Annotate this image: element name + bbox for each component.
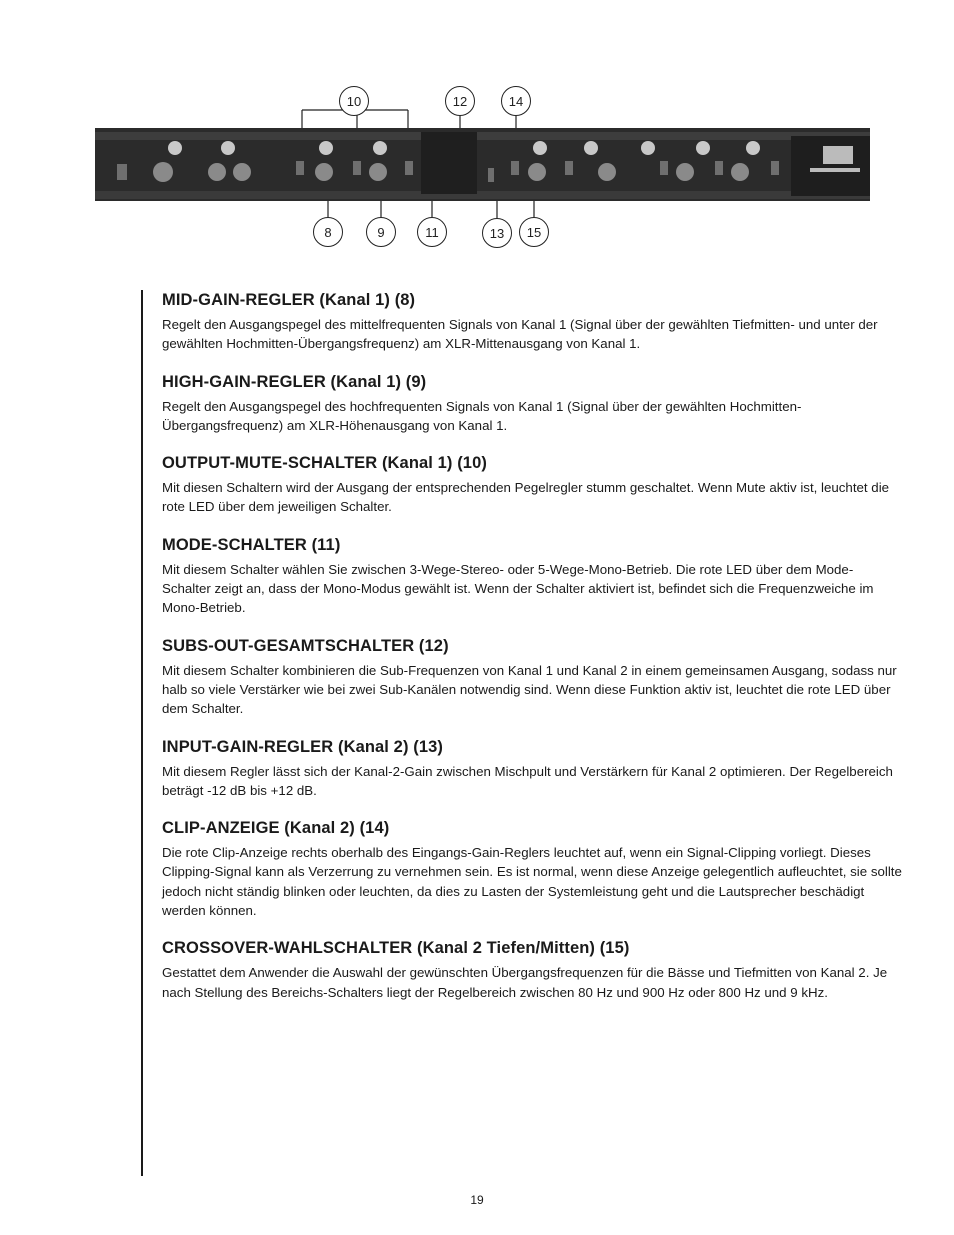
callout-10-label: 10 [346, 94, 362, 109]
device-panel-graphic [95, 128, 870, 201]
callout-15 [519, 217, 549, 247]
section-heading: OUTPUT-MUTE-SCHALTER (Kanal 1) (10) [162, 454, 487, 473]
callout-8 [313, 217, 343, 247]
callout-13 [482, 218, 512, 248]
callout-12-label: 12 [452, 94, 468, 109]
section-heading: CLIP-ANZEIGE (Kanal 2) (14) [162, 819, 390, 838]
callout-8-label: 8 [324, 225, 332, 240]
section-body: Gestattet dem Anwender die Auswahl der gewünschten Übergangsfrequenzen für die Bässe und Tiefmitten von Kanal 2. Je nach Stellung des Bereichs-Schalters liegt der Regelbereich zwischen 80 Hz und 900 Hz oder 800 Hz und 9 kHz. [162, 965, 888, 1000]
section-body: Mit diesem Schalter kombinieren die Sub-Frequenzen von Kanal 1 und Kanal 2 in einem gemeinsamen Ausgang, sodass nur halb so viele Verstärker wie bei zwei Sub-Kanälen notwendig sind. Wenn diese Funktion aktiv ist, leuchtet die rote LED über dem Schalter. [162, 662, 897, 717]
device-panel-image [95, 128, 870, 201]
section-clip-indicator [162, 819, 902, 920]
section-input-gain [162, 738, 902, 801]
callout-15-label: 15 [526, 225, 542, 240]
callout-14 [501, 86, 531, 116]
content-column [162, 291, 902, 1021]
section-heading: MODE-SCHALTER (11) [162, 535, 341, 554]
callout-10 [339, 86, 369, 116]
section-crossover-select [162, 939, 902, 1002]
callout-11 [417, 217, 447, 247]
device-front-panel-diagram [0, 0, 954, 260]
section-heading: HIGH-GAIN-REGLER (Kanal 1) (9) [162, 372, 427, 391]
callout-14-label: 14 [508, 94, 524, 109]
callout-12 [445, 86, 475, 116]
section-body: Regelt den Ausgangspegel des hochfrequenten Signals von Kanal 1 (Signal über der gewählten Hochmitten-Übergangsfrequenz) am XLR-Höhenausgang von Kanal 1. [162, 398, 802, 433]
page-number: 19 [470, 1193, 484, 1207]
section-body: Mit diesen Schaltern wird der Ausgang der entsprechenden Pegelregler stumm geschaltet. Wenn Mute aktiv ist, leuchtet die rote LED über dem jeweiligen Schalter. [162, 480, 890, 515]
callout-11-label: 11 [425, 225, 439, 240]
section-heading: SUBS-OUT-GESAMTSCHALTER (12) [162, 636, 449, 655]
section-output-mute [162, 454, 902, 517]
section-high-gain [162, 373, 902, 436]
section-mode-switch [162, 536, 902, 618]
section-subs-out [162, 637, 902, 719]
section-heading: INPUT-GAIN-REGLER (Kanal 2) (13) [162, 737, 443, 756]
section-body: Regelt den Ausgangspegel des mittelfrequenten Signals von Kanal 1 (Signal über der gewählten Tiefmitten- und unter der gewählten Hochmitten-Übergangsfrequenz) am XLR-Mittenausgang von Kanal 1. [162, 317, 878, 352]
section-mid-gain [162, 291, 902, 354]
section-heading: CROSSOVER-WAHLSCHALTER (Kanal 2 Tiefen/Mitten) (15) [162, 939, 630, 958]
callout-9-label: 9 [377, 225, 385, 240]
section-body: Mit diesem Schalter wählen Sie zwischen 3-Wege-Stereo- oder 5-Wege-Mono-Betrieb. Die rote LED über dem Mode-Schalter zeigt an, dass der Mono-Modus gewählt ist. Wenn der Schalter aktiviert ist, befindet sich die Frequenzweiche im Mono-Betrieb. [162, 561, 874, 616]
left-margin-rule [141, 290, 143, 1176]
section-heading: MID-GAIN-REGLER (Kanal 1) (8) [162, 291, 416, 309]
callout-9 [366, 217, 396, 247]
section-body: Mit diesem Regler lässt sich der Kanal-2-Gain zwischen Mischpult und Verstärkern für Kanal 2 optimieren. Der Regelbereich beträgt -12 dB bis +12 dB. [162, 763, 893, 798]
callout-13-label: 13 [489, 226, 505, 241]
section-body: Die rote Clip-Anzeige rechts oberhalb des Eingangs-Gain-Reglers leuchtet auf, wenn ein Signal-Clipping vorliegt. Dieses Clipping-Signal kann als Verzerrung zu vernehmen sein. Es ist normal, wenn diese Anzeige gelegentlich aufleuchtet, sie sollte jedoch nicht ständig blinken oder leuchten, da dies zu Lasten der Systemleistung geht und die Lautsprecher beschädigt werden können. [162, 845, 902, 919]
